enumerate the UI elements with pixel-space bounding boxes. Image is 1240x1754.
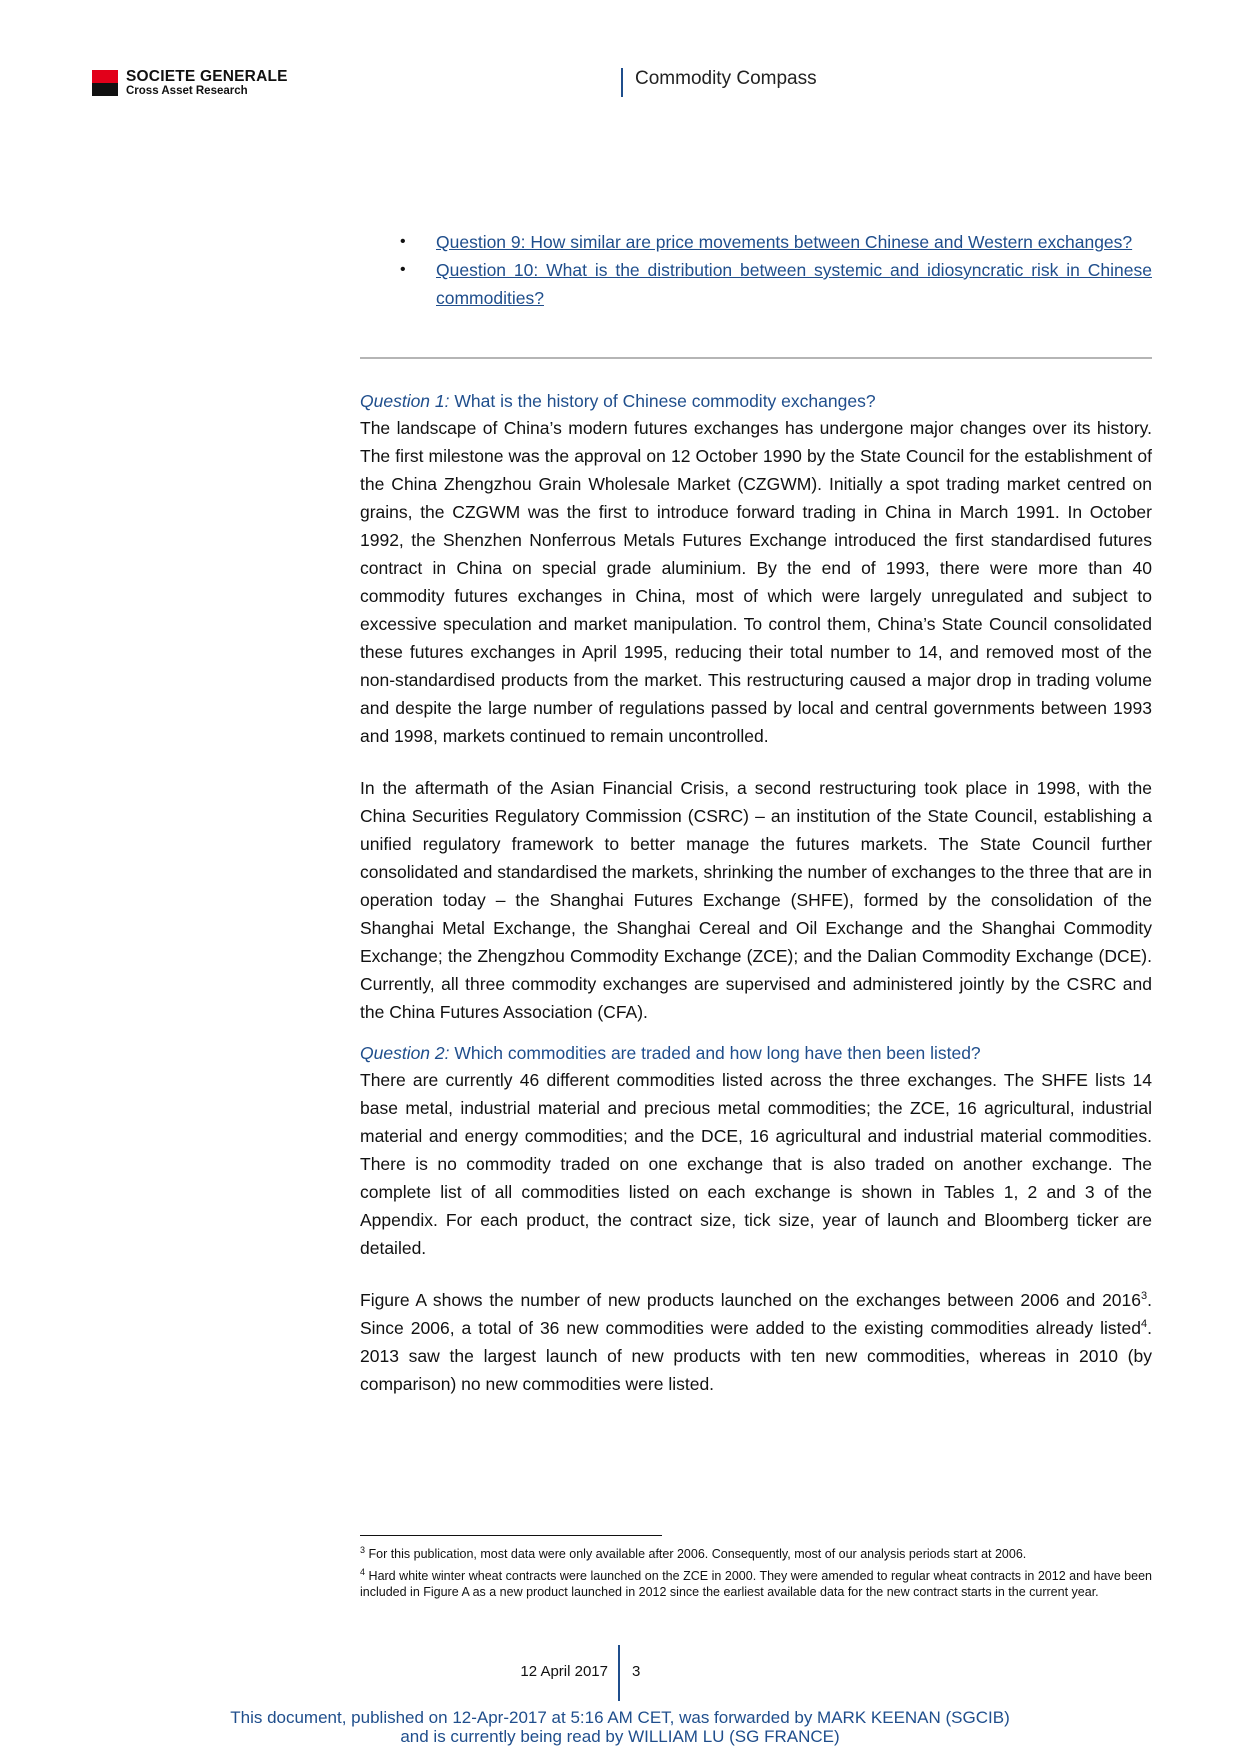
question-2-title: Which commodities are traded and how long have then been listed?: [454, 1043, 981, 1063]
toc-link-question-10[interactable]: Question 10: What is the distribution between systemic and idiosyncratic risk in Chinese commodities?: [436, 260, 1152, 308]
paragraph-text: . Since 2006, a total of 36 new commodities were added to the existing commodities already listed: [360, 1290, 1152, 1338]
footnote-number: 3: [360, 1544, 366, 1555]
footnote-divider: [360, 1535, 662, 1536]
toc-list: [400, 228, 1152, 312]
brand-mark-icon: [92, 70, 118, 96]
question-1-heading: [360, 388, 1152, 414]
question-1-paragraph-1: The landscape of China’s modern futures exchanges has undergone major changes over its history. The first milestone was the approval on 12 October 1990 by the State Council for the establishment of the China Zhengzhou Grain Wholesale Market (CZGWM). Initially a spot trading market centred on grains, the CZGWM was the first to introduce forward trading in China in March 1991. In October 1992, the Shenzhen Nonferrous Metals Futures Exchange introduced the first standardised futures contract in China on special grade aluminium. By the end of 1993, there were more than 40 commodity futures exchanges in China, most of which were largely unregulated and subject to excessive speculation and market manipulation. To control them, China’s State Council consolidated these futures exchanges in April 1995, reducing their total number to 14, and removed most of the non-standardised products from the market. This restructuring caused a major drop in trading volume and despite the large number of regulations passed by local and central governments between 1993 and 1998, markets continued to remain uncontrolled.: [360, 418, 1152, 746]
brand-mark-red: [92, 70, 118, 83]
footnotes: [360, 1546, 1152, 1606]
paragraph-text: Figure A shows the number of new products launched on the exchanges between 2006 and 2016: [360, 1290, 1141, 1310]
section-divider: [360, 357, 1152, 359]
question-1-title: What is the history of Chinese commodity exchanges?: [454, 391, 876, 411]
brand-name: SOCIETE GENERALE: [126, 68, 288, 85]
question-2-paragraph-1: There are currently 46 different commodities listed across the three exchanges. The SHFE lists 14 base metal, industrial material and precious metal commodities; the ZCE, 16 agricultural, industrial material and energy commodities; and the DCE, 16 agricultural and industrial material commodities. There is no commodity traded on one exchange that is also traded on another exchange. The complete list of all commodities listed on each exchange is shown in Tables 1, 2 and 3 of the Appendix. For each product, the contract size, tick size, year of launch and Bloomberg ticker are detailed.: [360, 1070, 1152, 1258]
paragraph-text: . 2013 saw the largest launch of new products with ten new commodities, whereas in 2010 (by comparison) no new commodities were listed.: [360, 1318, 1152, 1394]
brand-mark-black: [92, 83, 118, 96]
footer-date: 12 April 2017: [520, 1663, 608, 1680]
toc-link-question-9[interactable]: Question 9: How similar are price movements between Chinese and Western exchanges?: [436, 232, 1133, 252]
header-divider: [621, 68, 623, 97]
forward-notice: [0, 1708, 1240, 1746]
publication-title: Commodity Compass: [635, 68, 817, 89]
footnote-text: For this publication, most data were only available after 2006. Consequently, most of our analysis periods start at 2006.: [365, 1547, 1027, 1561]
footnote-ref-4[interactable]: 4: [1141, 1318, 1148, 1331]
question-2-number: Question 2:: [360, 1043, 450, 1063]
forward-notice-line-2: and is currently being read by WILLIAM LU (SG FRANCE): [400, 1727, 840, 1746]
question-2-heading: [360, 1040, 1152, 1066]
question-1-paragraph-2: In the aftermath of the Asian Financial Crisis, a second restructuring took place in 1998, with the China Securities Regulatory Commission (CSRC) – an institution of the State Council, establishing a unified regulatory framework to better manage the futures markets. The State Council further consolidated and standardised the markets, shrinking the number of exchanges to the three that are in operation today – the Shanghai Futures Exchange (SHFE), formed by the consolidation of the Shanghai Metal Exchange, the Shanghai Cereal and Oil Exchange and the Shanghai Commodity Exchange; the Zhengzhou Commodity Exchange (ZCE); and the Dalian Commodity Exchange (DCE). Currently, all three commodity exchanges are supervised and administered jointly by the CSRC and the China Futures Association (CFA).: [360, 778, 1152, 1022]
footnote-3: [360, 1546, 1152, 1562]
forward-notice-line-1: This document, published on 12-Apr-2017 at 5:16 AM CET, was forwarded by MARK KEENAN (SGCIB): [230, 1708, 1010, 1727]
footnote-number: 4: [360, 1566, 366, 1577]
footnote-text: Hard white winter wheat contracts were launched on the ZCE in 2000. They were amended to regular wheat contracts in 2012 and have been included in Figure A as a new product launched in 2012 since the earliest available data for the new contract starts in the current year.: [360, 1569, 1152, 1599]
question-1-number: Question 1:: [360, 391, 450, 411]
footnote-4: [360, 1568, 1152, 1600]
question-2-paragraph-2: [360, 1286, 1152, 1398]
page-number: 3: [632, 1663, 641, 1680]
brand-subtitle: Cross Asset Research: [126, 85, 248, 97]
toc-item-question-9: [400, 228, 1152, 256]
bullet-icon: •: [400, 261, 406, 278]
bullet-icon: •: [400, 233, 406, 250]
footer-divider: [618, 1645, 620, 1701]
toc-item-question-10: [400, 256, 1152, 312]
main-content: [360, 388, 1152, 1398]
societe-generale-logo: [92, 68, 332, 102]
footnote-ref-3[interactable]: 3: [1141, 1290, 1148, 1303]
